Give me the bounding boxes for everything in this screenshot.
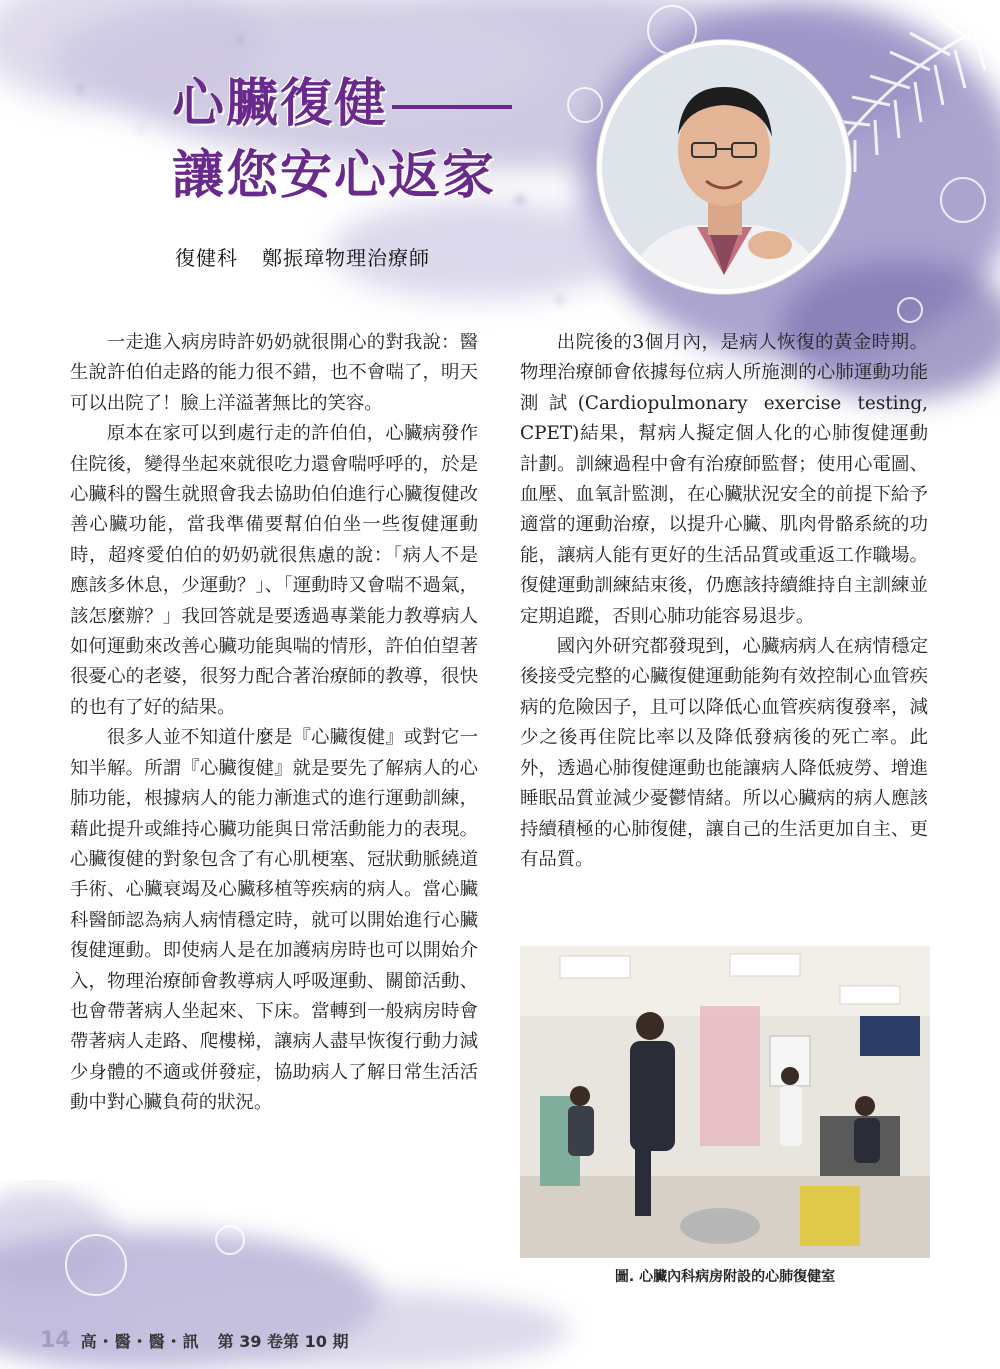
article-right-column xyxy=(520,328,928,875)
title-dash xyxy=(392,105,452,109)
paragraph: 國內外研究都發現到，心臟病病人在病情穩定後接受完整的心臟復健運動能夠有效控制心血管疾病的危險因子，且可以降低心血管疾病復發率，減少之後再住院比率以及降低發病後的死亡率。此外，透過心肺復健運動也能讓病人降低疲勞、增進睡眠品質並減少憂鬱情緒。所以心臟病的病人應該持續積極的心肺復健，讓自己的生活更加自主、更有品質。 xyxy=(520,636,928,870)
article-title-line1: 心臟復健 xyxy=(172,78,512,130)
paragraph: 一走進入病房時許奶奶就很開心的對我說：醫生說許伯伯走路的能力很不錯，也不會喘了，明天可以出院了！臉上洋溢著無比的笑容。 xyxy=(70,332,478,414)
byline-department: 復健科 xyxy=(175,246,238,270)
page-footer xyxy=(40,1328,348,1353)
paragraph: 原本在家可以到處行走的許伯伯，心臟病發作住院後，變得坐起來就很吃力還會喘呼呼的，於是心臟科的醫生就照會我去協助伯伯進行心臟復健改善心臟功能，當我準備要幫伯伯坐一些復健運動時，超疼愛伯伯的奶奶就很焦慮的說：「病人不是應該多休息，少運動？」、「運動時又會喘不過氣，該怎麼辦？」我回答就是要透過專業能力教導病人如何運動來改善心臟功能與喘的情形，許伯伯望著很憂心的老婆，很努力配合著治療師的教導，很快的也有了好的結果。 xyxy=(70,423,478,718)
paragraph: 很多人並不知道什麼是『心臟復健』或對它一知半解。所謂『心臟復健』就是要先了解病人的心肺功能，根據病人的能力漸進式的進行運動訓練，藉此提升或維持心臟功能與日常活動能力的表現。心臟復健的對象包含了有心肌梗塞、冠狀動脈繞道手術、心臟衰竭及心臟移植等疾病的病人。當心臟科醫師認為病人病情穩定時，就可以開始進行心臟復健運動。即使病人是在加護病房時也可以開始介入，物理治療師會教導病人呼吸運動、關節活動、也會帶著病人坐起來、下床。當轉到一般病房時會帶著病人走路、爬樓梯，讓病人盡早恢復行動力減少身體的不適或併發症，協助病人了解日常生活活動中對心臟負荷的狀況。 xyxy=(70,727,478,1114)
title-dash xyxy=(452,105,512,109)
magazine-name: 高・醫・醫・訊 xyxy=(80,1332,200,1351)
article-title-line2: 讓您安心返家 xyxy=(172,146,497,206)
byline xyxy=(175,242,454,271)
photo-caption: 圖. 心臟內科病房附設的心肺復健室 xyxy=(614,1269,836,1285)
portrait-illustration xyxy=(602,45,846,289)
byline-author: 鄭振璋物理治療師 xyxy=(262,246,430,270)
page-number: 14 xyxy=(40,1328,71,1353)
author-portrait xyxy=(597,40,851,294)
issue-number: 第 39 卷第 10 期 xyxy=(217,1332,349,1351)
paragraph: 出院後的3個月內，是病人恢復的黃金時期。物理治療師會依據每位病人所施測的心肺運動功能測試(Cardiopulmonary exercise testing, CPET)結果，幫病人擬定個人化的心肺復健運動計劃。訓練過程中會有治療師監督；使用心電圖、血壓、血氧計監測，在心臟狀況安全的前提下給予適當的運動治療，以提升心臟、肌肉骨骼系統的功能，讓病人能有更好的生活品質或重返工作職場。復健運動訓練結束後，仍應該持續維持自主訓練並定期追蹤，否則心肺功能容易退步。 xyxy=(520,332,928,627)
article-left-column xyxy=(70,328,478,1119)
